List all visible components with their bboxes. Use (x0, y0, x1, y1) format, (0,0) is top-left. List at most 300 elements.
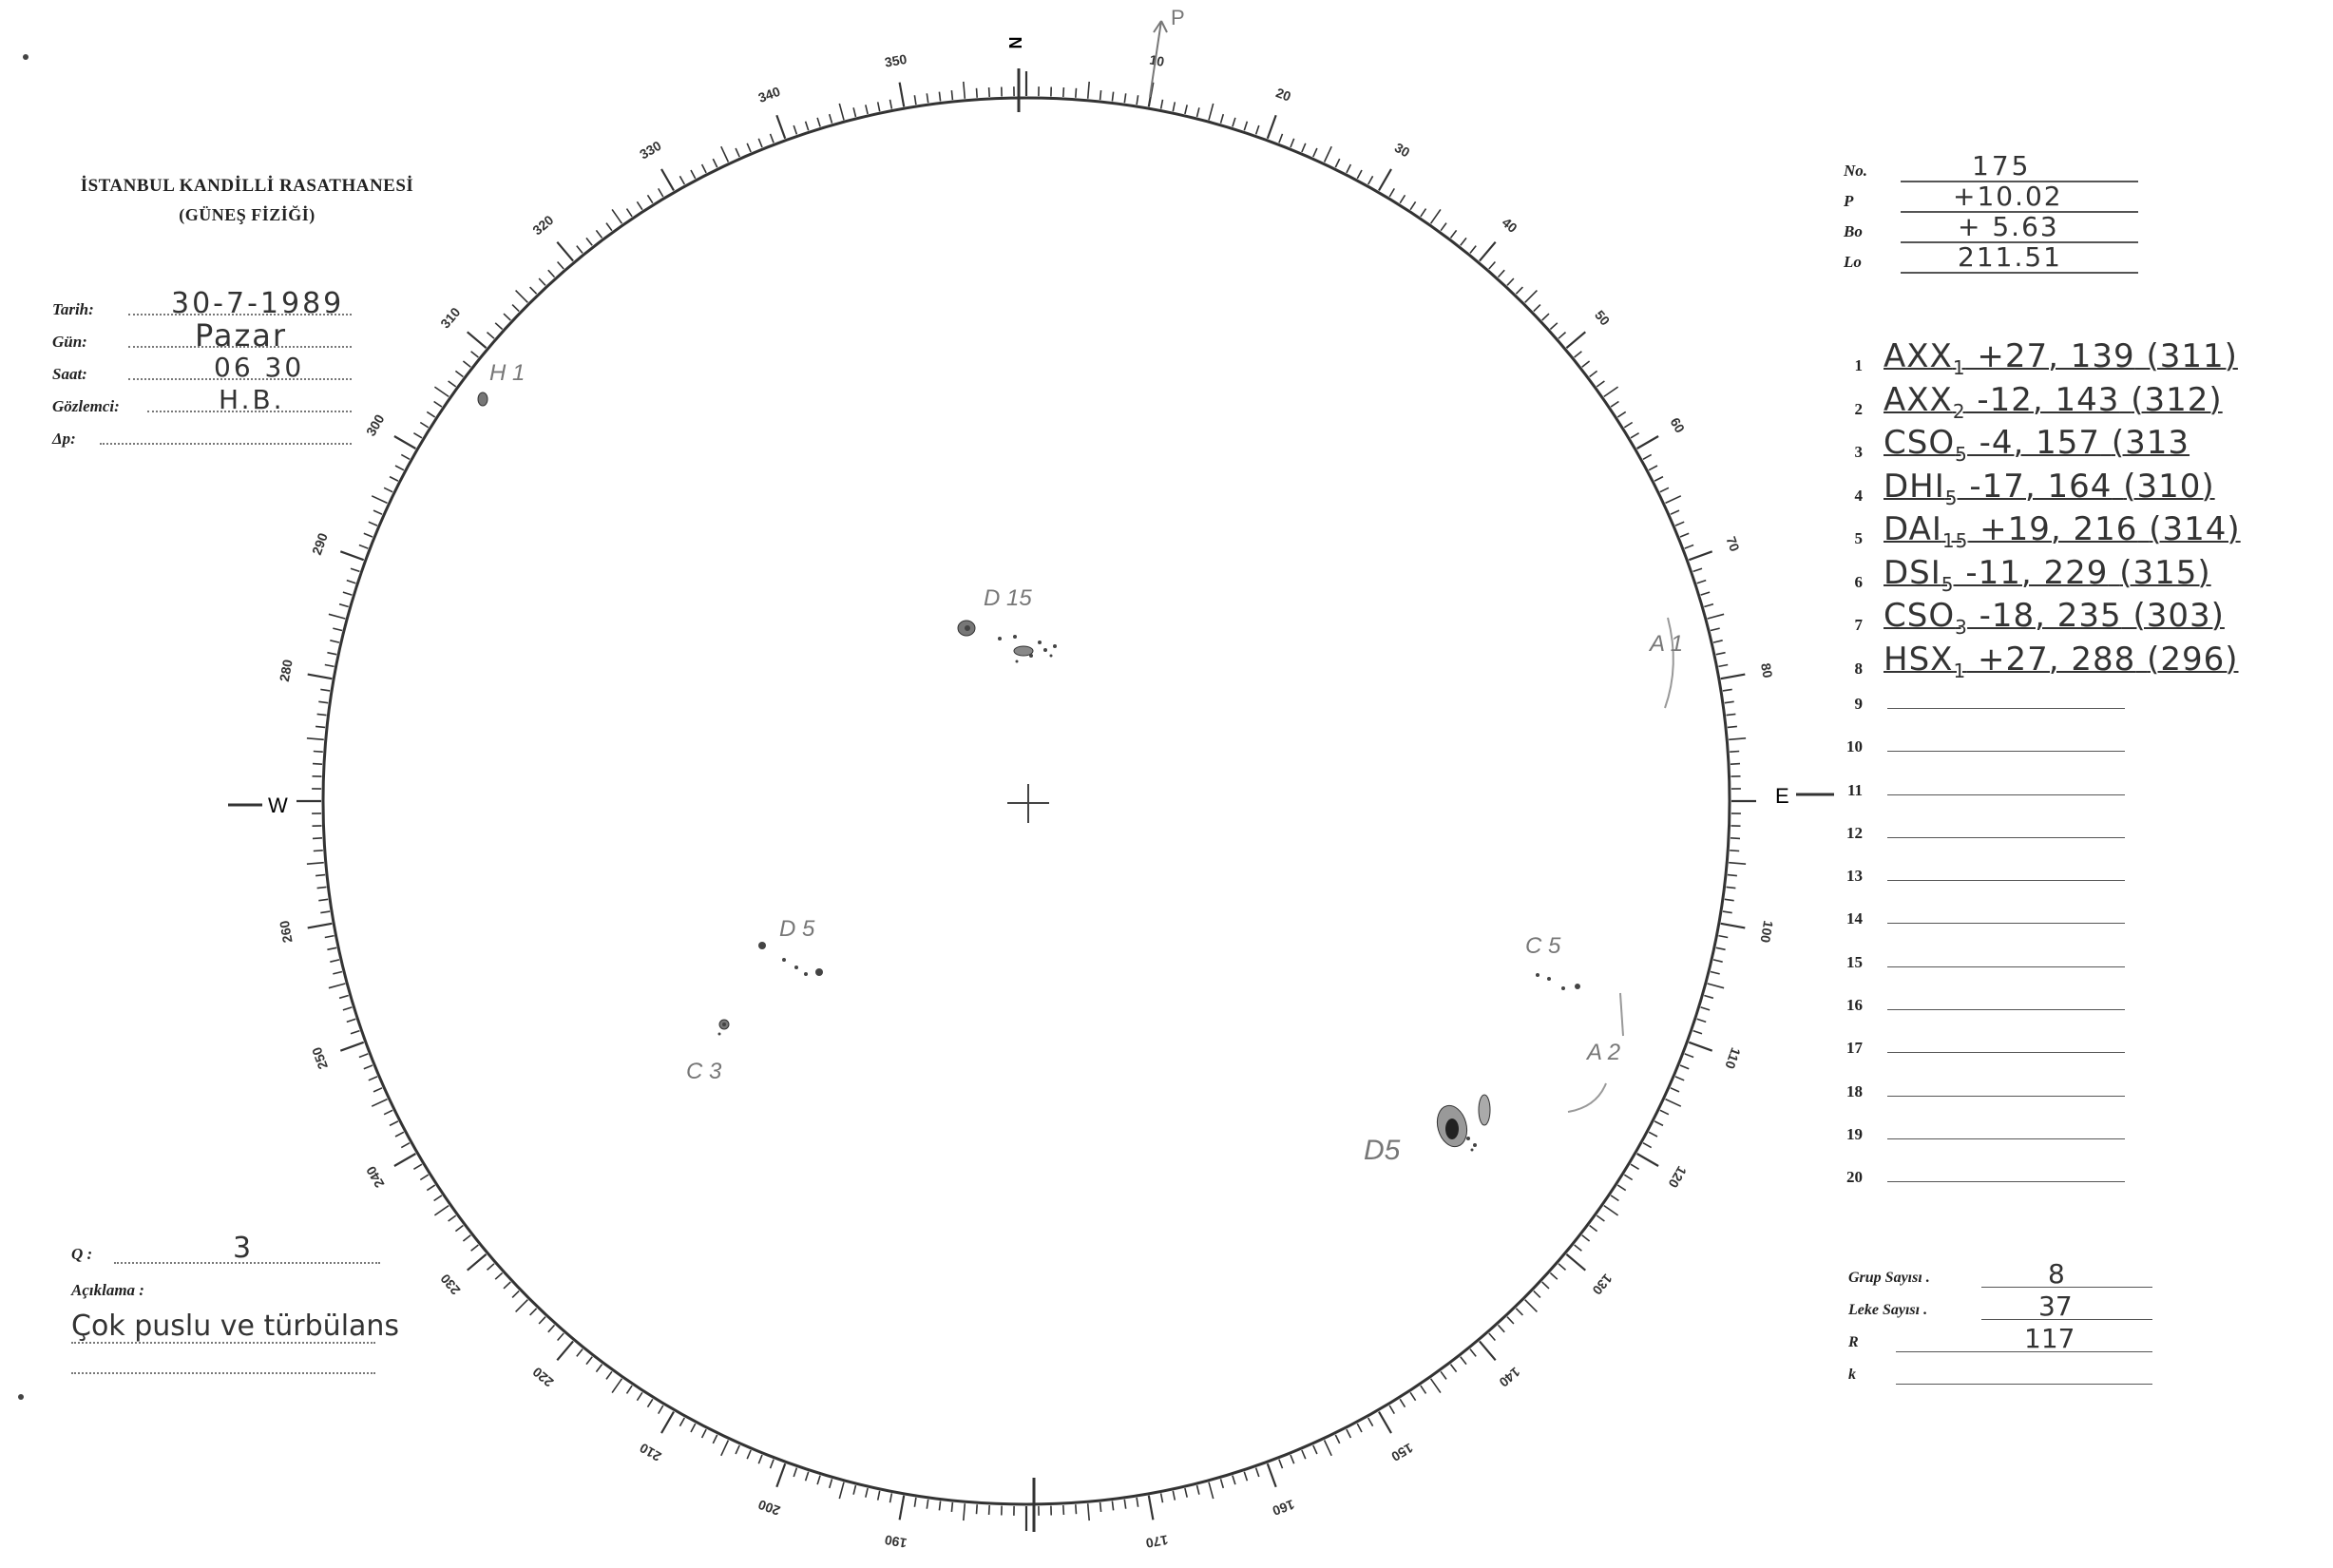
degree-label: 140 (1496, 1364, 1523, 1390)
east-label: E (1775, 784, 1789, 808)
time-label: Saat: (52, 365, 87, 383)
degree-tick (495, 323, 502, 330)
param-label: No. (1844, 162, 1868, 180)
degree-tick (1534, 305, 1540, 312)
degree-tick (359, 1054, 368, 1058)
degree-tick (1704, 604, 1713, 607)
degree-tick (329, 984, 345, 988)
degree-tick (1689, 551, 1712, 560)
degree-tick (1516, 287, 1522, 294)
degree-tick (420, 423, 428, 428)
degree-tick (776, 1463, 785, 1486)
group-entry: $AXX_2$ -12, 143 (312) (1884, 380, 2223, 423)
degree-tick (648, 1399, 653, 1406)
solar-disk-limb (323, 98, 1730, 1504)
degree-tick (627, 1386, 633, 1393)
empty-rows: 9 10 11 12 13 14 15 16 17 18 19 20 (1834, 683, 2205, 1200)
degree-tick (1713, 641, 1723, 642)
degree-tick (1279, 1460, 1283, 1468)
degree-tick (1631, 1164, 1639, 1169)
degree-tick (890, 100, 892, 109)
degree-tick (1666, 1100, 1681, 1107)
degree-tick (1368, 176, 1373, 184)
degree-tick (977, 1504, 978, 1514)
degree-tick (1723, 911, 1732, 913)
degree-tick (455, 1226, 463, 1232)
degree-tick (390, 1121, 398, 1126)
time-value: 06 30 (214, 352, 305, 383)
param-label: Bo (1844, 222, 1863, 240)
degree-tick (1313, 148, 1317, 157)
degree-tick (340, 551, 363, 560)
degree-tick (364, 1065, 373, 1069)
label-c3: C 3 (686, 1059, 722, 1084)
degree-tick (900, 83, 905, 107)
degree-tick (989, 1505, 990, 1515)
degree-tick (702, 1429, 707, 1438)
label-a2: A 2 (1587, 1040, 1621, 1065)
degree-tick (1731, 764, 1740, 765)
degree-tick (702, 164, 707, 173)
degree-tick (1575, 352, 1582, 357)
degree-tick (1685, 1054, 1693, 1058)
degree-tick (1256, 1468, 1259, 1477)
degree-label: 80 (1758, 661, 1776, 679)
degree-tick (1185, 105, 1187, 114)
note-label: Açıklama : (71, 1281, 144, 1299)
degree-tick (900, 1496, 905, 1520)
degree-tick (1675, 522, 1684, 526)
degree-tick (1379, 1412, 1391, 1434)
p-axis-label: P (1171, 6, 1185, 29)
row-number: 1 (1854, 356, 1863, 374)
degree-tick (1470, 246, 1476, 254)
degree-tick (1713, 960, 1723, 962)
degree-tick (395, 1132, 404, 1137)
degree-tick (596, 1365, 602, 1372)
degree-tick (1088, 1503, 1090, 1520)
degree-tick (320, 689, 330, 691)
degree-tick (806, 122, 809, 131)
degree-tick (530, 287, 537, 294)
degree-tick (1451, 230, 1457, 238)
quality-value: 3 (233, 1232, 252, 1265)
degree-tick (1685, 545, 1693, 549)
degree-tick (853, 1485, 855, 1495)
degree-tick (558, 1333, 564, 1341)
degree-tick (434, 402, 442, 408)
degree-tick (939, 92, 940, 102)
degree-tick (648, 195, 653, 202)
degree-tick (318, 701, 328, 702)
degree-tick (333, 972, 342, 974)
degree-tick (1410, 1392, 1416, 1400)
degree-tick (468, 332, 487, 348)
degree-tick (1701, 1007, 1711, 1010)
degree-tick (455, 371, 463, 376)
degree-tick (558, 262, 564, 270)
label-h1: H 1 (489, 360, 526, 386)
degree-tick (1708, 614, 1724, 619)
row-number: 4 (1854, 486, 1863, 505)
degree-tick (747, 143, 751, 152)
degree-tick (1325, 1441, 1332, 1456)
degree-tick (1550, 1273, 1557, 1280)
degree-tick (1161, 100, 1163, 109)
degree-tick (1550, 323, 1557, 330)
degree-tick (427, 1185, 434, 1191)
degree-tick (390, 477, 398, 482)
degree-tick (679, 176, 684, 184)
degree-tick (1631, 433, 1639, 438)
degree-tick (1499, 1325, 1505, 1331)
degree-tick (1718, 936, 1728, 938)
sunspot-group-c3 (718, 1020, 730, 1036)
degree-tick (316, 726, 325, 727)
group-count-value: 8 (2048, 1258, 2065, 1290)
degree-tick (1244, 1472, 1247, 1482)
degree-tick (330, 641, 339, 642)
degree-tick (413, 433, 422, 438)
degree-tick (1256, 125, 1259, 134)
degree-tick (347, 581, 356, 583)
degree-tick (1725, 701, 1734, 702)
degree-tick (806, 1472, 809, 1482)
label-c5: C 5 (1525, 933, 1561, 959)
degree-label: 250 (308, 1044, 331, 1072)
degree-tick (606, 1371, 612, 1379)
degree-tick (1624, 423, 1632, 428)
degree-tick (1480, 1341, 1496, 1360)
degree-tick (308, 924, 333, 928)
degree-label: 290 (308, 530, 331, 558)
degree-tick (939, 1501, 940, 1511)
degree-tick (1711, 628, 1720, 630)
degree-tick (373, 1088, 382, 1092)
degree-tick (1421, 209, 1426, 217)
degree-tick (964, 1503, 966, 1520)
degree-label: 330 (637, 137, 664, 163)
degree-label: 200 (755, 1497, 783, 1520)
degree-tick (776, 115, 785, 138)
degree-tick (989, 87, 990, 97)
degree-tick (1489, 262, 1496, 270)
degree-tick (1149, 1496, 1154, 1520)
degree-tick (434, 387, 449, 396)
degree-tick (333, 628, 342, 630)
degree-label: 350 (883, 50, 908, 70)
degree-tick (747, 1450, 751, 1459)
degree-tick (359, 545, 368, 549)
degree-tick (661, 1412, 674, 1434)
degree-tick (637, 201, 642, 209)
degree-tick (1499, 270, 1505, 277)
degree-tick (539, 278, 545, 285)
degree-tick (369, 1077, 377, 1080)
group-entry: $HSX_1 +27$, 288 (296) (1884, 640, 2239, 682)
degree-tick (817, 118, 820, 126)
degree-tick (1697, 1019, 1707, 1022)
degree-tick (1421, 1386, 1426, 1393)
degree-tick (866, 1488, 868, 1498)
degree-tick (1693, 568, 1702, 571)
degree-tick (1721, 675, 1746, 679)
degree-tick (463, 361, 470, 367)
degree-tick (951, 1502, 952, 1512)
degree-tick (1137, 95, 1138, 105)
degree-tick (914, 1498, 916, 1507)
degree-tick (1643, 454, 1652, 459)
degree-tick (1291, 1455, 1294, 1463)
degree-tick (1611, 1195, 1618, 1201)
degree-tick (1431, 209, 1441, 223)
degree-tick (586, 1357, 592, 1365)
degree-tick (758, 139, 762, 147)
degree-tick (612, 1379, 621, 1393)
degree-label: 320 (529, 212, 557, 239)
degree-tick (1461, 1357, 1466, 1365)
group-count-label: Grup Sayısı . (1848, 1270, 1930, 1286)
date-value: 30-7-1989 (171, 287, 345, 320)
degree-tick (372, 1100, 387, 1107)
degree-tick (1112, 92, 1113, 102)
day-label: Gün: (52, 333, 87, 351)
degree-tick (1063, 1505, 1064, 1515)
degree-tick (1559, 333, 1566, 339)
degree-tick (384, 1110, 392, 1114)
west-label: W (268, 794, 288, 817)
degree-tick (369, 522, 377, 526)
degree-tick (679, 1418, 684, 1426)
degree-tick (539, 1317, 545, 1324)
degree-tick (468, 1254, 487, 1271)
degree-tick (1701, 592, 1711, 595)
degree-label: 60 (1667, 414, 1689, 436)
degree-tick (307, 738, 324, 740)
degree-label: 50 (1592, 307, 1614, 329)
row-number: 6 (1854, 572, 1863, 591)
degree-tick (488, 333, 495, 339)
degree-tick (577, 1349, 583, 1357)
degree-tick (964, 82, 966, 99)
degree-tick (320, 911, 330, 913)
degree-tick (1335, 1435, 1339, 1444)
degree-tick (713, 159, 717, 167)
spot-count-value: 37 (2038, 1291, 2073, 1322)
degree-tick (1654, 477, 1663, 482)
degree-tick (1680, 533, 1689, 537)
degree-tick (413, 1164, 422, 1169)
degree-tick (1379, 169, 1391, 191)
degree-tick (329, 614, 345, 619)
group-entry: $DAI_{15} +19$, 216 (314) (1884, 510, 2241, 552)
degree-tick (771, 134, 774, 143)
degree-tick (1582, 1235, 1590, 1241)
degree-tick (434, 1206, 449, 1215)
degree-label: 40 (1499, 214, 1520, 236)
degree-tick (512, 305, 519, 312)
degree-tick (1697, 581, 1707, 583)
degree-tick (512, 1291, 519, 1297)
degree-tick (1525, 291, 1538, 303)
degree-tick (758, 1455, 762, 1463)
degree-tick (1604, 387, 1618, 396)
degree-tick (394, 436, 416, 449)
degree-tick (384, 488, 392, 491)
degree-tick (318, 899, 328, 900)
degree-tick (1357, 1424, 1362, 1432)
degree-tick (449, 381, 456, 387)
degree-tick (1604, 1206, 1618, 1215)
r-value: 117 (2024, 1323, 2075, 1354)
degree-tick (1660, 488, 1669, 491)
degree-tick (1590, 371, 1597, 376)
degree-tick (1137, 1498, 1138, 1507)
degree-tick (504, 314, 510, 320)
degree-label: 240 (362, 1163, 388, 1191)
degree-tick (1368, 1418, 1373, 1426)
degree-tick (878, 1491, 880, 1501)
degree-tick (1347, 1429, 1351, 1438)
degree-tick (327, 947, 336, 949)
degree-tick (1124, 1500, 1125, 1509)
degree-tick (1689, 1042, 1712, 1051)
degree-tick (1124, 93, 1125, 103)
degree-tick (1725, 899, 1734, 900)
degree-tick (1161, 1493, 1163, 1502)
degree-tick (340, 1042, 363, 1051)
degree-tick (637, 1392, 642, 1400)
quality-label: Q : (71, 1245, 93, 1263)
degree-tick (1244, 122, 1247, 131)
degree-tick (449, 1215, 456, 1221)
degree-tick (1654, 1121, 1663, 1126)
degree-tick (339, 604, 349, 607)
degree-tick (516, 1300, 528, 1312)
degree-tick (471, 1245, 479, 1251)
date-label: Tarih: (52, 300, 94, 318)
label-d5-east: D5 (1364, 1135, 1401, 1166)
row-number: 8 (1854, 659, 1863, 678)
degree-label: 280 (276, 658, 296, 683)
degree-tick (317, 714, 327, 715)
degree-tick (1470, 1349, 1476, 1357)
degree-tick (427, 411, 434, 417)
degree-tick (1680, 1065, 1689, 1069)
degree-tick (351, 1031, 359, 1034)
param-value: 211.51 (1958, 241, 2062, 273)
institution-title: İSTANBUL KANDİLLİ RASATHANESİ (80, 176, 414, 196)
row-number: 2 (1854, 399, 1863, 418)
degree-tick (1389, 1405, 1394, 1414)
degree-tick (1643, 1143, 1652, 1148)
degree-tick (1716, 653, 1726, 655)
r-label: R (1848, 1334, 1859, 1350)
degree-tick (721, 1441, 729, 1456)
degree-tick (317, 887, 327, 888)
degree-tick (586, 238, 592, 245)
degree-ticks (296, 71, 1756, 1531)
degree-tick (977, 88, 978, 98)
group-entry: $CSO_5$ -4, 157 (313 (1884, 424, 2190, 466)
degree-tick (596, 230, 602, 238)
group-entry: $DHI_5$ -17, 164 (310) (1884, 467, 2215, 509)
degree-tick (401, 454, 410, 459)
degree-tick (1723, 689, 1732, 691)
degree-tick (1279, 134, 1283, 143)
degree-tick (313, 764, 322, 765)
degree-tick (1666, 496, 1681, 504)
sunspot-group-d5-west (758, 942, 823, 976)
degree-tick (1624, 1175, 1632, 1179)
degree-tick (325, 936, 335, 938)
degree-tick (373, 510, 382, 514)
degree-tick (1507, 278, 1514, 285)
k-label: k (1848, 1367, 1856, 1383)
param-value: +10.02 (1953, 181, 2063, 212)
degree-tick (316, 875, 325, 876)
row-number: 3 (1854, 443, 1863, 461)
degree-tick (661, 169, 674, 191)
sunspot-group-c5 (1536, 973, 1580, 990)
degree-tick (1233, 1476, 1235, 1485)
degree-tick (308, 675, 333, 679)
group-entry: $CSO_3$ -18, 235 (303) (1884, 597, 2225, 639)
degree-tick (878, 102, 880, 111)
degree-tick (1660, 1110, 1669, 1114)
degree-tick (1441, 1371, 1446, 1379)
degree-tick (1566, 332, 1585, 348)
degree-label: 170 (1144, 1532, 1170, 1552)
degree-label: 10 (1148, 51, 1166, 69)
degree-tick (1728, 875, 1737, 876)
degree-tick (1542, 314, 1549, 320)
degree-tick (1534, 1291, 1540, 1297)
degree-tick (736, 148, 739, 157)
degree-label: 230 (437, 1271, 464, 1298)
degree-tick (488, 1264, 495, 1271)
degree-tick (1716, 947, 1726, 949)
degree-label: 130 (1589, 1271, 1616, 1298)
degree-tick (736, 1445, 739, 1454)
degree-tick (1727, 714, 1736, 715)
observer-label: Gözlemci: (52, 397, 120, 415)
degree-tick (1431, 1379, 1441, 1393)
degree-tick (1441, 223, 1446, 231)
degree-tick (830, 1479, 832, 1488)
degree-tick (516, 291, 528, 303)
degree-tick (1617, 411, 1625, 417)
degree-tick (914, 95, 916, 105)
degree-tick (530, 1309, 537, 1315)
degree-tick (372, 496, 387, 504)
degree-tick (1268, 1463, 1276, 1486)
degree-tick (307, 863, 324, 865)
degree-tick (830, 114, 832, 124)
observer-value: H.B. (219, 384, 285, 415)
degree-tick (1100, 90, 1101, 100)
degree-tick (1173, 1491, 1175, 1501)
day-value: Pazar (195, 317, 288, 354)
degree-label: 340 (755, 83, 783, 105)
degree-tick (330, 960, 339, 962)
degree-tick (1268, 115, 1276, 138)
degree-labels (277, 51, 1776, 1551)
degree-tick (339, 996, 349, 999)
degree-label: 190 (883, 1532, 908, 1552)
degree-tick (606, 223, 612, 231)
param-label: P (1844, 192, 1854, 210)
